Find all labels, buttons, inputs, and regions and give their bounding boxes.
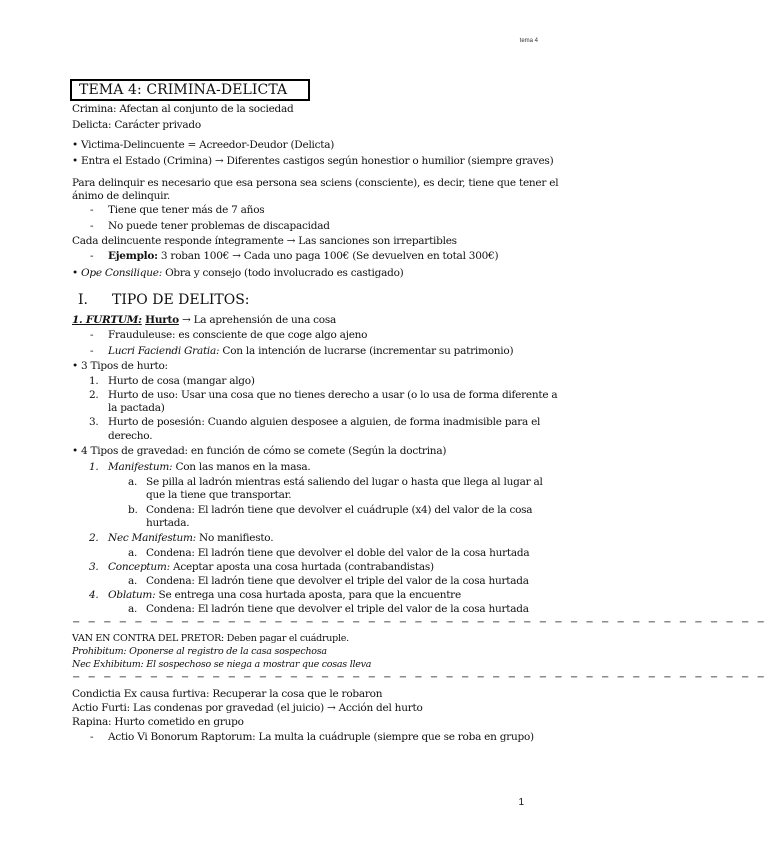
conceptum-text: Aceptar aposta una cosa hurtada (contrabandistas)	[169, 561, 434, 573]
conceptum-a: Condena: El ladrón tiene que devolver el triple del valor de la cosa hurtada	[146, 575, 529, 587]
dashed-divider: − − − − − − − − − − − − − − − − − − − − − − − − − − − − − − − − − − − − − − − − − − − − −	[72, 617, 767, 628]
section-number: I.	[78, 292, 88, 308]
oblatum-text: Se entrega una cosa hurtada aposta, para que la encuentre	[155, 589, 461, 601]
conceptum-term: Conceptum:	[108, 561, 170, 573]
dash-marker: -	[90, 250, 94, 262]
tipo-hurto-uso-cont: la pactada)	[108, 402, 165, 414]
grav-oblatum	[108, 589, 461, 602]
item-lucri	[108, 345, 513, 358]
manifestum-text: Con las manos en la masa.	[172, 461, 311, 473]
box-pretor: VAN EN CONTRA DEL PRETOR: Deben pagar el cuádruple.	[72, 633, 349, 644]
item-ejemplo	[108, 250, 498, 263]
nec-manifestum-text: No manifiesto.	[195, 532, 274, 544]
section-heading	[78, 292, 250, 308]
oblatum-a: Condena: El ladrón tiene que devolver el triple del valor de la cosa hurtada	[146, 603, 529, 615]
sub-marker: b.	[128, 504, 138, 516]
item-discapacidad: No puede tener problemas de discapacidad	[108, 220, 330, 232]
grav-manifestum	[108, 461, 311, 474]
furtum-lead: 1. FURTUM:	[72, 314, 142, 326]
dash-marker: -	[90, 220, 94, 232]
line-delinquir: Para delinquir es necesario que esa persona sea sciens (consciente), es decir, tiene que tener el	[72, 177, 559, 189]
sub-marker: a.	[128, 575, 138, 587]
num-marker: 3.	[89, 561, 99, 573]
section-title: TIPO DE DELITOS:	[112, 292, 250, 308]
num-marker: 1.	[89, 461, 99, 473]
manifestum-b: Condena: El ladrón tiene que devolver el cuádruple (x4) del valor de la cosa	[146, 504, 533, 516]
line-rapina: Rapina: Hurto cometido en grupo	[72, 716, 244, 728]
manifestum-b-cont: hurtada.	[146, 517, 190, 529]
ope-term: Ope Consilique:	[81, 267, 162, 279]
line-animo: ánimo de delinquir.	[72, 190, 170, 202]
ejemplo-text: 3 roban 100€ → Cada uno paga 100€ (Se devuelven en total 300€)	[157, 250, 499, 262]
bullet-gravedad: • 4 Tipos de gravedad: en función de cómo se comete (Según la doctrina)	[72, 445, 447, 457]
title-box	[70, 79, 310, 101]
bullet-estado: • Entra el Estado (Crimina) → Diferentes castigos según honestior o humilior (siempre graves)	[72, 155, 554, 167]
dash-marker: -	[90, 329, 94, 341]
line-delicta: Delicta: Carácter privado	[72, 119, 201, 131]
num-marker: 3.	[89, 416, 99, 428]
item-actio-vi: Actio Vi Bonorum Raptorum: La multa la cuádruple (siempre que se roba en grupo)	[108, 731, 534, 743]
line-crimina: Crimina: Afectan al conjunto de la sociedad	[72, 103, 294, 115]
ejemplo-label: Ejemplo:	[108, 250, 158, 262]
furtum-word: Hurto	[145, 314, 179, 326]
num-marker: 2.	[89, 532, 99, 544]
page-title: TEMA 4: CRIMINA-DELICTA	[79, 82, 288, 98]
line-responde: Cada delincuente responde íntegramente → Las sanciones son irrepartibles	[72, 235, 457, 247]
tipo-hurto-cosa: Hurto de cosa (mangar algo)	[108, 375, 255, 387]
furtum-rest: → La aprehensión de una cosa	[178, 314, 337, 326]
line-actio-furti: Actio Furti: Las condenas por gravedad (el juicio) → Acción del hurto	[72, 702, 423, 714]
page-header-tag: tema 4	[519, 38, 538, 44]
page-number: 1	[518, 797, 524, 808]
line-condictia: Condictia Ex causa furtiva: Recuperar la cosa que le robaron	[72, 688, 383, 700]
bullet-victima: • Victima-Delincuente = Acreedor-Deudor (Delicta)	[72, 139, 335, 151]
dash-marker: -	[90, 204, 94, 216]
num-marker: 1.	[89, 375, 99, 387]
nec-manifestum-term: Nec Manifestum:	[108, 532, 196, 544]
dashed-divider: − − − − − − − − − − − − − − − − − − − − − − − − − − − − − − − − − − − − − − − − − − − − −	[72, 672, 767, 683]
box-prohibitum: Prohibitum: Oponerse al registro de la casa sospechosa	[72, 646, 327, 657]
tipo-hurto-uso: Hurto de uso: Usar una cosa que no tienes derecho a usar (o lo usa de forma diferente a	[108, 389, 558, 401]
nec-manifestum-a: Condena: El ladrón tiene que devolver el doble del valor de la cosa hurtada	[146, 547, 530, 559]
furtum-heading	[72, 314, 336, 327]
bullet-ope: • Ope Consilique: Obra y consejo (todo involucrado es castigado)	[72, 267, 404, 279]
manifestum-a: Se pilla al ladrón mientras está saliendo del lugar o hasta que llega al lugar al	[146, 476, 543, 488]
num-marker: 2.	[89, 389, 99, 401]
tipo-hurto-posesion: Hurto de posesión: Cuando alguien desposee a alguien, de forma inadmisible para el	[108, 416, 541, 428]
oblatum-term: Oblatum:	[108, 589, 156, 601]
grav-conceptum	[108, 561, 434, 574]
tipo-hurto-posesion-cont: derecho.	[108, 430, 153, 442]
lucri-text: Con la intención de lucrarse (incrementar su patrimonio)	[219, 345, 514, 357]
grav-nec-manifestum	[108, 532, 273, 545]
dash-marker: -	[90, 731, 94, 743]
item-edad: Tiene que tener más de 7 años	[108, 204, 265, 216]
sub-marker: a.	[128, 603, 138, 615]
item-frauduleuse: Frauduleuse: es consciente de que coge algo ajeno	[108, 329, 368, 341]
manifestum-a-cont: que la tiene que transportar.	[146, 489, 292, 501]
ope-text: Obra y consejo (todo involucrado es castigado)	[161, 267, 404, 279]
dash-marker: -	[90, 345, 94, 357]
box-nec-exhibitum: Nec Exhibitum: El sospechoso se niega a mostrar que cosas lleva	[72, 659, 372, 670]
lucri-term: Lucri Faciendi Gratia:	[108, 345, 220, 357]
num-marker: 4.	[89, 589, 99, 601]
manifestum-term: Manifestum:	[108, 461, 173, 473]
sub-marker: a.	[128, 476, 138, 488]
bullet-tipos-hurto: • 3 Tipos de hurto:	[72, 360, 168, 372]
sub-marker: a.	[128, 547, 138, 559]
